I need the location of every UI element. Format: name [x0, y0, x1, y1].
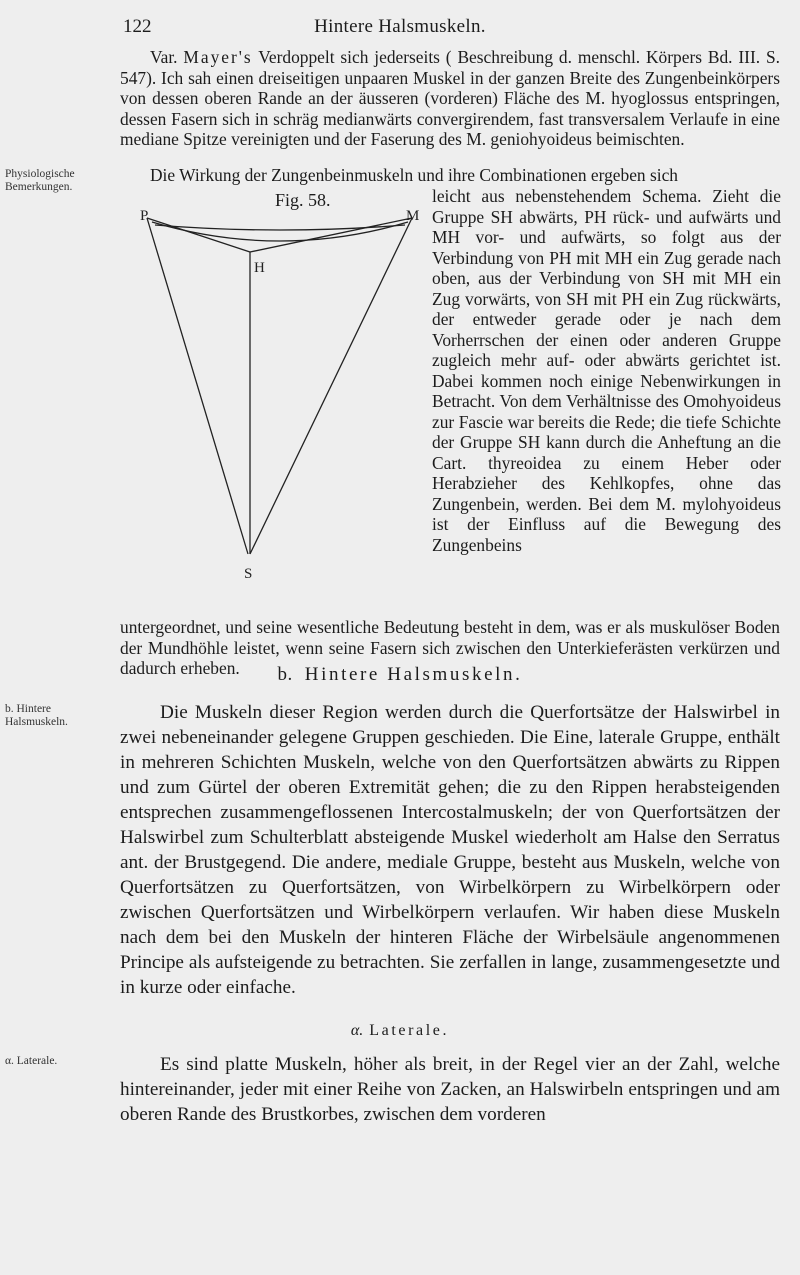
variation-text: Verdoppelt sich jederseits ( Beschreibung d. menschl. Körpers Bd. III. S. 547). Ich sah einen dreiseitigen unpaaren Muskel in der ganzen Breite des Zungenbeinkörpers von dessen oberen Rande an der äusseren (vorderen) Fläche des M. hyoglossus entspringen, dessen Fasern sich in schräg medianwärts convergirendem, fast transversalem Verlaufe in eine mediane Spitze vereinigten und der Faserung des M. geniohyoideus beimischten.: [120, 47, 780, 149]
subsection-label: α.: [350, 1022, 364, 1039]
author-name: Mayer's: [183, 47, 253, 67]
paragraph-variation: [120, 47, 780, 150]
line-ps: [147, 218, 248, 554]
margin-note-laterale: α. Laterale.: [5, 1055, 58, 1067]
figure-caption: Fig. 58.: [275, 190, 331, 210]
paragraph-laterale: [120, 1052, 780, 1127]
margin-note-hintere: b. Hintere Halsmuskeln.: [5, 703, 68, 728]
margin-note-physiologische: Physiologische Bemerkungen.: [5, 168, 75, 193]
line-ms: [250, 218, 412, 554]
label-m: M: [406, 210, 420, 224]
paragraph-wirkung-first-line: Die Wirkung der Zungenbeinmuskeln und ihre Combinationen ergeben sich: [150, 165, 678, 185]
subsection-title-alpha: [0, 1022, 800, 1040]
paragraph-variation-text: [120, 47, 780, 150]
schema-figure: [140, 210, 420, 605]
curve-top: [152, 222, 408, 241]
subsection-heading: Laterale.: [369, 1022, 450, 1039]
paragraph-wirkung-lead: [120, 165, 780, 186]
paragraph-wirkung-wrap-text: leicht aus nebenstehendem Schema. Zieht die Gruppe SH abwärts, PH rück- und aufwärts und MH vor- und aufwärts, so folgt aus der Verbindung von PH mit MH ein Zug gerade nach oben, aus der Verbindung von SH mit MH ein Zug vorwärts, von SH mit PH ein Zug rückwärts, der entweder gerade oder je nach dem Vorherrschen der einen oder anderen Gruppe zugleich mehr auf- oder abwärts gerichtet ist. Dabei kommen noch einige Nebenwirkungen in Betracht. Von dem Verhältnisse des Omohyoideus zur Fascie war bereits die Rede; die tiefe Schichte der Gruppe SH kann durch die Anheftung an die Cart. thyreoidea zu einem Heber oder Herabzieher des Kehlkopfes, ohne das Zungenbein, werden. Bei dem M. mylohyoideus ist der Einfluss auf die Bewegung des Zungenbeins: [432, 186, 781, 555]
label-s: S: [244, 566, 253, 582]
label-h: H: [254, 260, 265, 276]
line-ph: [147, 218, 250, 252]
line-mh: [250, 218, 412, 252]
running-title: Hintere Halsmuskeln.: [314, 16, 486, 37]
curve-top-2: [155, 225, 405, 230]
section-title-b: [0, 664, 800, 686]
paragraph-wirkung-wrap: [432, 186, 781, 555]
page-number: 122: [123, 16, 152, 37]
section-heading: Hintere Halsmuskeln.: [304, 664, 523, 685]
paragraph-wirkung-tail-text: untergeordnet, und seine wesentliche Bedeutung besteht in dem, was er als muskulöser Boden der Mundhöhle leistet, wenn seine Fasern sich zwischen den Unterkieferästen verkürzen und dadurch erheben.: [120, 617, 780, 679]
paragraph-hintere-text: Die Muskeln dieser Region werden durch die Querfortsätze der Halswirbel in zwei nebeneinander gelegene Gruppen geschieden. Die Eine, laterale Gruppe, enthält in mehreren Schichten Muskeln, welche von den Querfortsätzen abwärts zu Rippen und zum Gürtel der oberen Extremität gehen; die zu den Rippen herabsteigenden entsprechen zusammengeflossenen Intercostalmuskeln; der von Querfortsätzen der Halswirbel zum Schulterblatt absteigende Muskel wiederholt am Halse den Serratus ant. der Brustgegend. Die andere, mediale Gruppe, besteht aus Muskeln, welche von Querfortsätzen zu Querfortsätzen, von Wirbelkörpern zu Wirbelkörpern oder zwischen Querfortsätzen und Wirbelkörpern verlaufen. Wir haben diese Muskeln nach dem bei den Muskeln der hinteren Fläche der Wirbelsäule angenommenen Principe als aufsteigende zu betrachten. Sie zerfallen in lange, zusammengesetzte und in kurze oder einfache.: [120, 702, 780, 998]
paragraph-hintere: [120, 700, 780, 1000]
section-label: b.: [277, 664, 293, 685]
page-header: [0, 16, 800, 42]
label-p: P: [140, 210, 149, 224]
variation-lead: Var.: [150, 47, 178, 67]
paragraph-laterale-text: Es sind platte Muskeln, höher als breit, in der Regel vier an der Zahl, welche hintereinander, jeder mit einer Reihe von Zacken, an Halswirbeln entspringen und am oberen Rande des Brustkorbes, zwischen dem vorderen: [120, 1054, 780, 1125]
